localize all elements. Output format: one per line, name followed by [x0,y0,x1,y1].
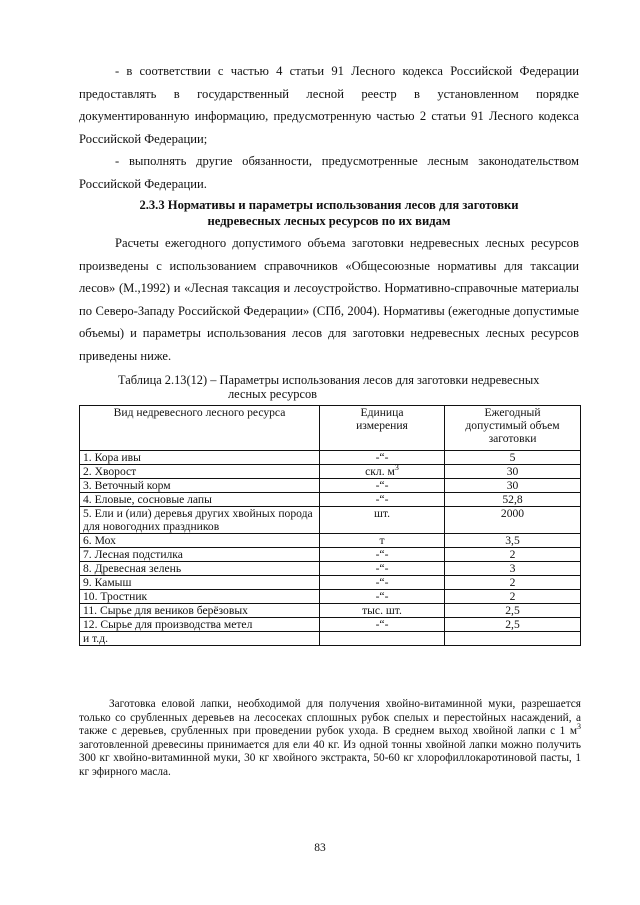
table-row [80,590,581,604]
table-row [80,562,581,576]
resource-name-cell: 4. Еловые, сосновые лапы [80,493,320,507]
annual-volume-cell: 5 [445,451,581,465]
note-superscript: 3 [577,722,581,732]
unit-cell [320,548,445,562]
resource-name-cell: 5. Ели и (или) деревья других хвойных порода для новогодних праздников [80,507,320,534]
resource-name-cell: 8. Древесная зелень [80,562,320,576]
annual-volume-cell: 52,8 [445,493,581,507]
table-body [80,451,581,646]
unit-cell [320,562,445,576]
table-row [80,618,581,632]
paragraph-forest-registry: - в соответствии с частью 4 статьи 91 Лесного кодекса Российской Федерации предоставлять в государственный лесной реестр в установленном порядке документированную информацию, предусмотренную частью 2 статьи 91 Лесного кодекса Российской Федерации; [79,64,579,146]
paragraph-calculation-basis: Расчеты ежегодного допустимого объема заготовки недревесных лесных ресурсов произведены с использованием справочников «Общесоюзные нормативы для таксации лесов» (М.,1992) и «Лесная таксация и лесоустройство. Нормативно-справочные материалы по Северо-Западу Российской Федерации» (СПб, 2004). Нормативы (ежегодные допустимые объемы) и параметры использования лесов для заготовки недревесных лесных ресурсов приведены ниже. [79,236,579,363]
unit-text: -“- [375,590,389,603]
header-resource-type: Вид недревесного лесного ресурса [80,406,320,451]
unit-cell [320,534,445,548]
unit-cell [320,465,445,479]
section-heading-line2: недревесных лесных ресурсов по их видам [207,214,451,228]
table-row [80,548,581,562]
unit-cell [320,507,445,534]
paragraph-other-duties: - выполнять другие обязанности, предусмотренные лесным законодательством Российской Федерации. [79,154,579,191]
unit-text: -“- [375,618,389,631]
table-row [80,493,581,507]
table-row [80,451,581,465]
resource-name-cell: и т.д. [80,632,320,646]
table-row [80,507,581,534]
resource-name-cell: 9. Камыш [80,576,320,590]
unit-cell [320,493,445,507]
unit-cell [320,618,445,632]
unit-text: -“- [375,562,389,575]
note-paragraph [79,698,581,780]
resource-name-cell: 11. Сырье для веников берёзовых [80,604,320,618]
table-caption [118,373,558,401]
unit-text: шт. [373,507,391,520]
table-caption-line1: Таблица 2.13(12) – Параметры использования лесов для заготовки недревесных [118,373,540,387]
unit-text: -“- [375,479,389,492]
page-number: 83 [314,842,326,854]
annual-volume-cell: 2,5 [445,604,581,618]
table-header-row [80,406,581,451]
section-heading [79,197,579,229]
unit-text: -“- [375,576,389,589]
parameters-table [79,405,581,646]
unit-cell [320,632,445,646]
annual-volume-cell: 3,5 [445,534,581,548]
unit-superscript: 3 [394,463,399,473]
annual-volume-cell: 30 [445,465,581,479]
table-row [80,632,581,646]
annual-volume-cell: 2 [445,590,581,604]
note-text-part1: Заготовка еловой лапки, необходимой для получения хвойно-витаминной муки, разрешается только со срубленных деревьев на лесосеках сплошных рубок спелых и перестойных насаждений, а также с деревьев, срубленных при проведении рубок ухода. В среднем выход хвойной лапки с 1 м [79,698,581,738]
unit-cell [320,451,445,465]
table-row [80,479,581,493]
annual-volume-cell: 2,5 [445,618,581,632]
resource-name-cell: 2. Хворост [80,465,320,479]
unit-cell [320,576,445,590]
unit-text: скл. м [365,465,395,478]
unit-text: т [379,534,385,547]
annual-volume-cell: 2 [445,548,581,562]
table-caption-line2: лесных ресурсов [228,387,318,401]
table-row [80,604,581,618]
header-annual-volume: Ежегодный допустимый объем заготовки [445,406,581,451]
resource-name-cell: 10. Тростник [80,590,320,604]
unit-text: тыс. шт. [362,604,402,617]
unit-text: -“- [375,548,389,561]
unit-text: -“- [375,451,389,464]
resource-name-cell: 7. Лесная подстилка [80,548,320,562]
unit-cell [320,479,445,493]
annual-volume-cell: 2 [445,576,581,590]
annual-volume-cell: 30 [445,479,581,493]
unit-cell [320,590,445,604]
header-unit: Единица измерения [320,406,445,451]
annual-volume-cell: 3 [445,562,581,576]
resource-name-cell: 12. Сырье для производства метел [80,618,320,632]
annual-volume-cell: 2000 [445,507,581,534]
table-row [80,576,581,590]
table-row [80,465,581,479]
resource-name-cell: 3. Веточный корм [80,479,320,493]
unit-cell [320,604,445,618]
section-heading-line1: 2.3.3 Нормативы и параметры использования лесов для заготовки [139,198,519,212]
resource-name-cell: 6. Мох [80,534,320,548]
annual-volume-cell [445,632,581,646]
unit-text: -“- [375,493,389,506]
table-row [80,534,581,548]
resource-name-cell: 1. Кора ивы [80,451,320,465]
note-text-part2: заготовленной древесины принимается для ели 40 кг. Из одной тонны хвойной лапки можно получить 300 кг хвойно-витаминной муки, 30 кг хвойного экстракта, 50-60 кг хлорофиллокаротиновой пасты, 1 кг эфирного масла. [79,738,581,778]
